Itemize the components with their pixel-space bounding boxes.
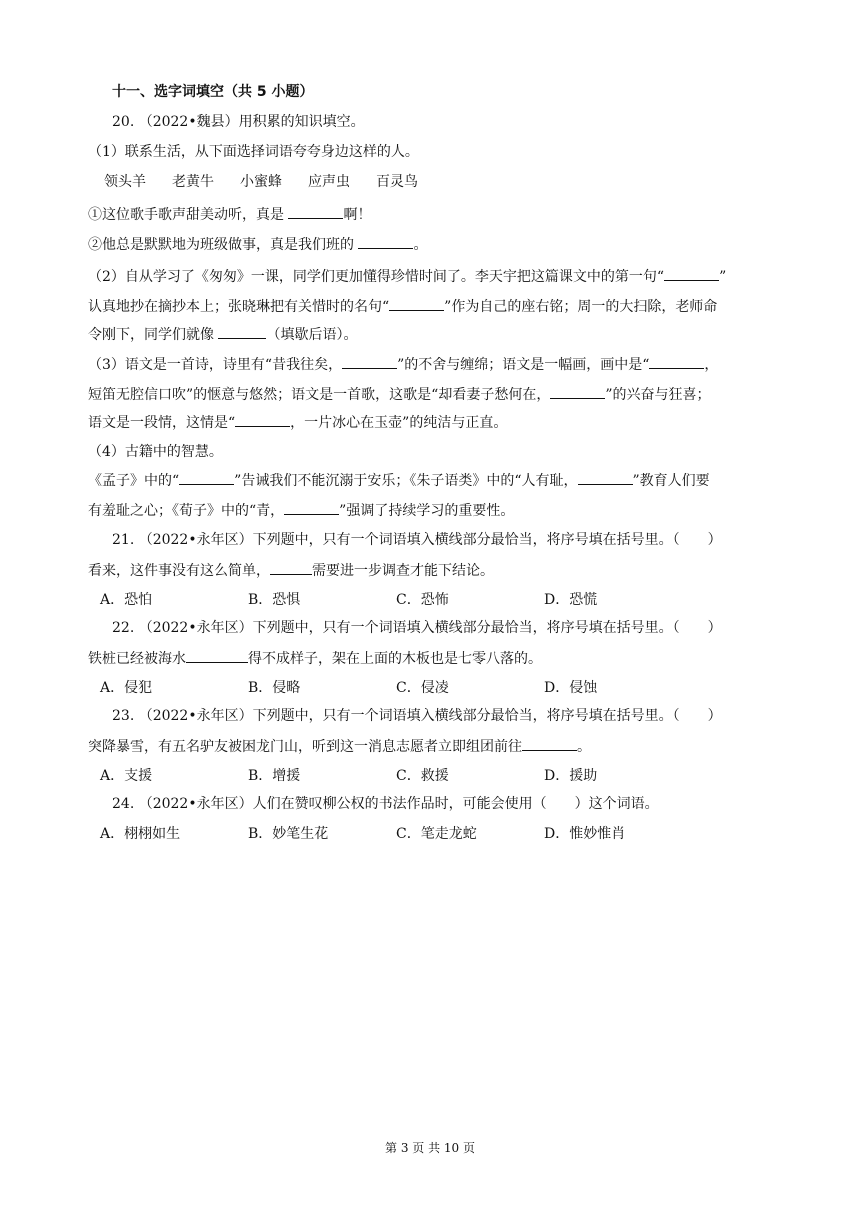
option-d[interactable]: D．侵蚀 (544, 680, 598, 696)
answer-blank[interactable] (270, 560, 312, 575)
q20-part-1: （1）联系生活，从下面选择词语夸夸身边这样的人。 (88, 144, 419, 160)
q24-options (100, 824, 692, 844)
q21-sentence: 看来，这件事没有这么简单， 需要进一步调查才能下结论。 (88, 560, 494, 581)
word-option: 领头羊 (104, 174, 146, 190)
option-a[interactable]: A．恐怕 (100, 592, 153, 608)
answer-blank[interactable] (288, 204, 343, 219)
option-c[interactable]: C．救援 (396, 768, 449, 784)
option-c[interactable]: C．侵凌 (396, 680, 449, 696)
q20-part-4-line-1: 《孟子》中的“ ”告诫我们不能沉溺于安乐；《朱子语类》中的“人有耻， ”教育人们要 (88, 470, 710, 491)
q20-part-2-line-1: （2）自从学习了《匆匆》一课，同学们更加懂得珍惜时间了。李天宇把这篇课文中的第一句“ ” (88, 266, 726, 287)
option-c[interactable]: C．恐怖 (396, 592, 449, 608)
question-24-stem: 24. （2022•永年区）人们在赞叹柳公权的书法作品时，可能会使用（ ）这个词语。 (112, 796, 659, 812)
answer-blank[interactable] (235, 412, 290, 427)
answer-blank[interactable] (550, 384, 605, 399)
answer-blank[interactable] (578, 470, 633, 485)
option-a[interactable]: A．侵犯 (100, 680, 153, 696)
q22-options (100, 678, 692, 698)
q23-options (100, 766, 692, 786)
option-b[interactable]: B．恐惧 (248, 592, 301, 608)
page-footer: 第 3 页 共 10 页 (385, 1141, 475, 1155)
word-option: 应声虫 (308, 174, 350, 190)
q20-sentence-1: ①这位歌手歌声甜美动听，真是 啊！ (88, 204, 371, 225)
q20-part-3-line-2: 短笛无腔信口吹”的惬意与悠然；语文是一首歌，这歌是“却看妻子愁何在， ”的兴奋与狂喜； (88, 384, 710, 405)
q20-word-list (104, 172, 444, 192)
q20-part-3-line-1: （3）语文是一首诗，诗里有“昔我往矣， ”的不舍与缠绵；语文是一幅画，画中是“ ， (88, 354, 718, 375)
option-b[interactable]: B．侵略 (248, 680, 301, 696)
question-22-stem: 22. （2022•永年区）下列题中，只有一个词语填入横线部分最恰当，将序号填在括号里。（ ） (112, 620, 722, 636)
answer-blank[interactable] (389, 296, 444, 311)
option-a[interactable]: A．支援 (100, 768, 153, 784)
option-a[interactable]: A．栩栩如生 (100, 826, 181, 842)
q20-part-3-line-3: 语文是一段情，这情是“ ，一片冰心在玉壶”的纯洁与正直。 (88, 412, 507, 433)
question-23-stem: 23. （2022•永年区）下列题中，只有一个词语填入横线部分最恰当，将序号填在括号里。（ ） (112, 708, 722, 724)
word-option: 老黄牛 (172, 174, 214, 190)
answer-blank[interactable] (179, 470, 234, 485)
option-b[interactable]: B．增援 (248, 768, 301, 784)
answer-blank[interactable] (522, 736, 577, 751)
q20-part-4-line-2: 有羞耻之心；《荀子》中的“青， ”强调了持续学习的重要性。 (88, 500, 514, 521)
word-option: 百灵鸟 (376, 174, 418, 190)
question-20-stem: 20. （2022•魏县）用积累的知识填空。 (112, 114, 365, 130)
q21-options (100, 590, 692, 610)
question-21-stem: 21. （2022•永年区）下列题中，只有一个词语填入横线部分最恰当，将序号填在括号里。（ ） (112, 532, 722, 548)
answer-blank[interactable] (284, 500, 339, 515)
q23-sentence: 突降暴雪，有五名驴友被困龙门山，听到这一消息志愿者立即组团前往 。 (88, 736, 591, 757)
q20-part-2-line-3: 令刚下，同学们就像 （填歇后语）。 (88, 324, 357, 345)
answer-blank[interactable] (342, 354, 397, 369)
answer-blank[interactable] (664, 266, 719, 281)
section-title: 十一、选字词填空（共 5 小题） (112, 84, 314, 100)
q20-part-2-line-2: 认真地抄在摘抄本上；张晓琳把有关惜时的名句“ ”作为自己的座右铭；周一的大扫除，老师命 (88, 296, 717, 317)
word-option: 小蜜蜂 (240, 174, 282, 190)
answer-blank[interactable] (186, 648, 248, 663)
q22-sentence: 铁桩已经被海水 得不成样子，架在上面的木板也是七零八落的。 (88, 648, 542, 669)
answer-blank[interactable] (218, 324, 266, 339)
answer-blank[interactable] (649, 354, 704, 369)
option-d[interactable]: D．恐慌 (544, 592, 598, 608)
option-d[interactable]: D．惟妙惟肖 (544, 826, 626, 842)
q20-part-4: （4）古籍中的智慧。 (88, 444, 223, 460)
option-c[interactable]: C．笔走龙蛇 (396, 826, 477, 842)
answer-blank[interactable] (358, 234, 413, 249)
option-d[interactable]: D．援助 (544, 768, 598, 784)
q20-sentence-2: ②他总是默默地为班级做事，真是我们班的 。 (88, 234, 427, 255)
option-b[interactable]: B．妙笔生花 (248, 826, 329, 842)
